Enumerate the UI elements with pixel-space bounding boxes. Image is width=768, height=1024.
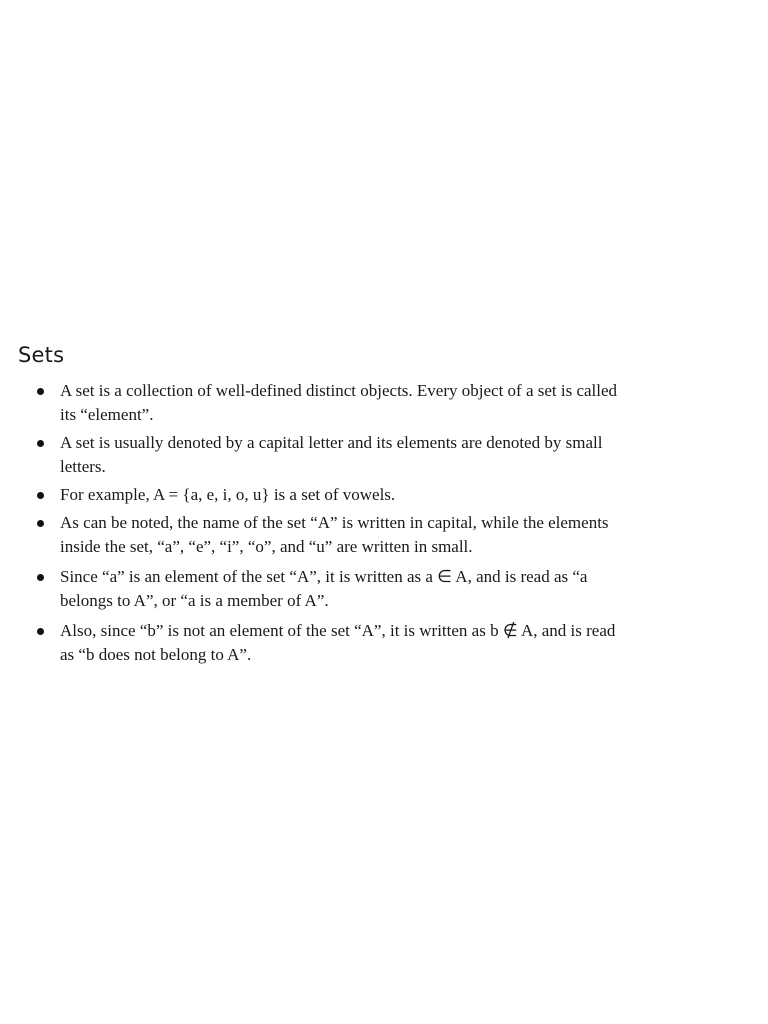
bullet-marker-icon [37, 628, 44, 635]
bullet-line: A set is usually denoted by a capital letter and its elements are denoted by small [60, 433, 603, 452]
bullet-line: Also, since “b” is not an element of the set “A”, it is written as b ∉ A, and is read [60, 621, 616, 640]
bullet-text [60, 431, 768, 479]
bullet-line: as “b does not belong to A”. [60, 645, 252, 664]
bullet-marker-icon [37, 520, 44, 527]
bullet-line: As can be noted, the name of the set “A” is written in capital, while the elements [60, 513, 609, 532]
bullet-line: its “element”. [60, 405, 154, 424]
bullet-marker-icon [37, 388, 44, 395]
bullet-item [0, 511, 768, 561]
bullet-item [0, 431, 768, 481]
bullet-marker-icon [37, 574, 44, 581]
bullet-text [60, 483, 768, 507]
bullet-item [0, 379, 768, 429]
bullet-marker-icon [37, 440, 44, 447]
bullet-item [0, 619, 768, 669]
bullet-line: For example, A = {a, e, i, o, u} is a set of vowels. [60, 485, 396, 504]
bullet-line: Since “a” is an element of the set “A”, it is written as a ∈ A, and is read as “a [60, 567, 588, 586]
section-heading: Sets [18, 343, 65, 367]
bullet-text [60, 379, 768, 427]
bullet-marker-icon [37, 492, 44, 499]
bullet-line: A set is a collection of well-defined distinct objects. Every object of a set is called [60, 381, 618, 400]
bullet-text [60, 565, 768, 613]
bullet-item [0, 565, 768, 615]
bullet-text [60, 619, 768, 667]
bullet-line: letters. [60, 457, 106, 476]
bullet-text [60, 511, 768, 559]
bullet-line: inside the set, “a”, “e”, “i”, “o”, and “u” are written in small. [60, 537, 473, 556]
bullet-line: belongs to A”, or “a is a member of A”. [60, 591, 329, 610]
